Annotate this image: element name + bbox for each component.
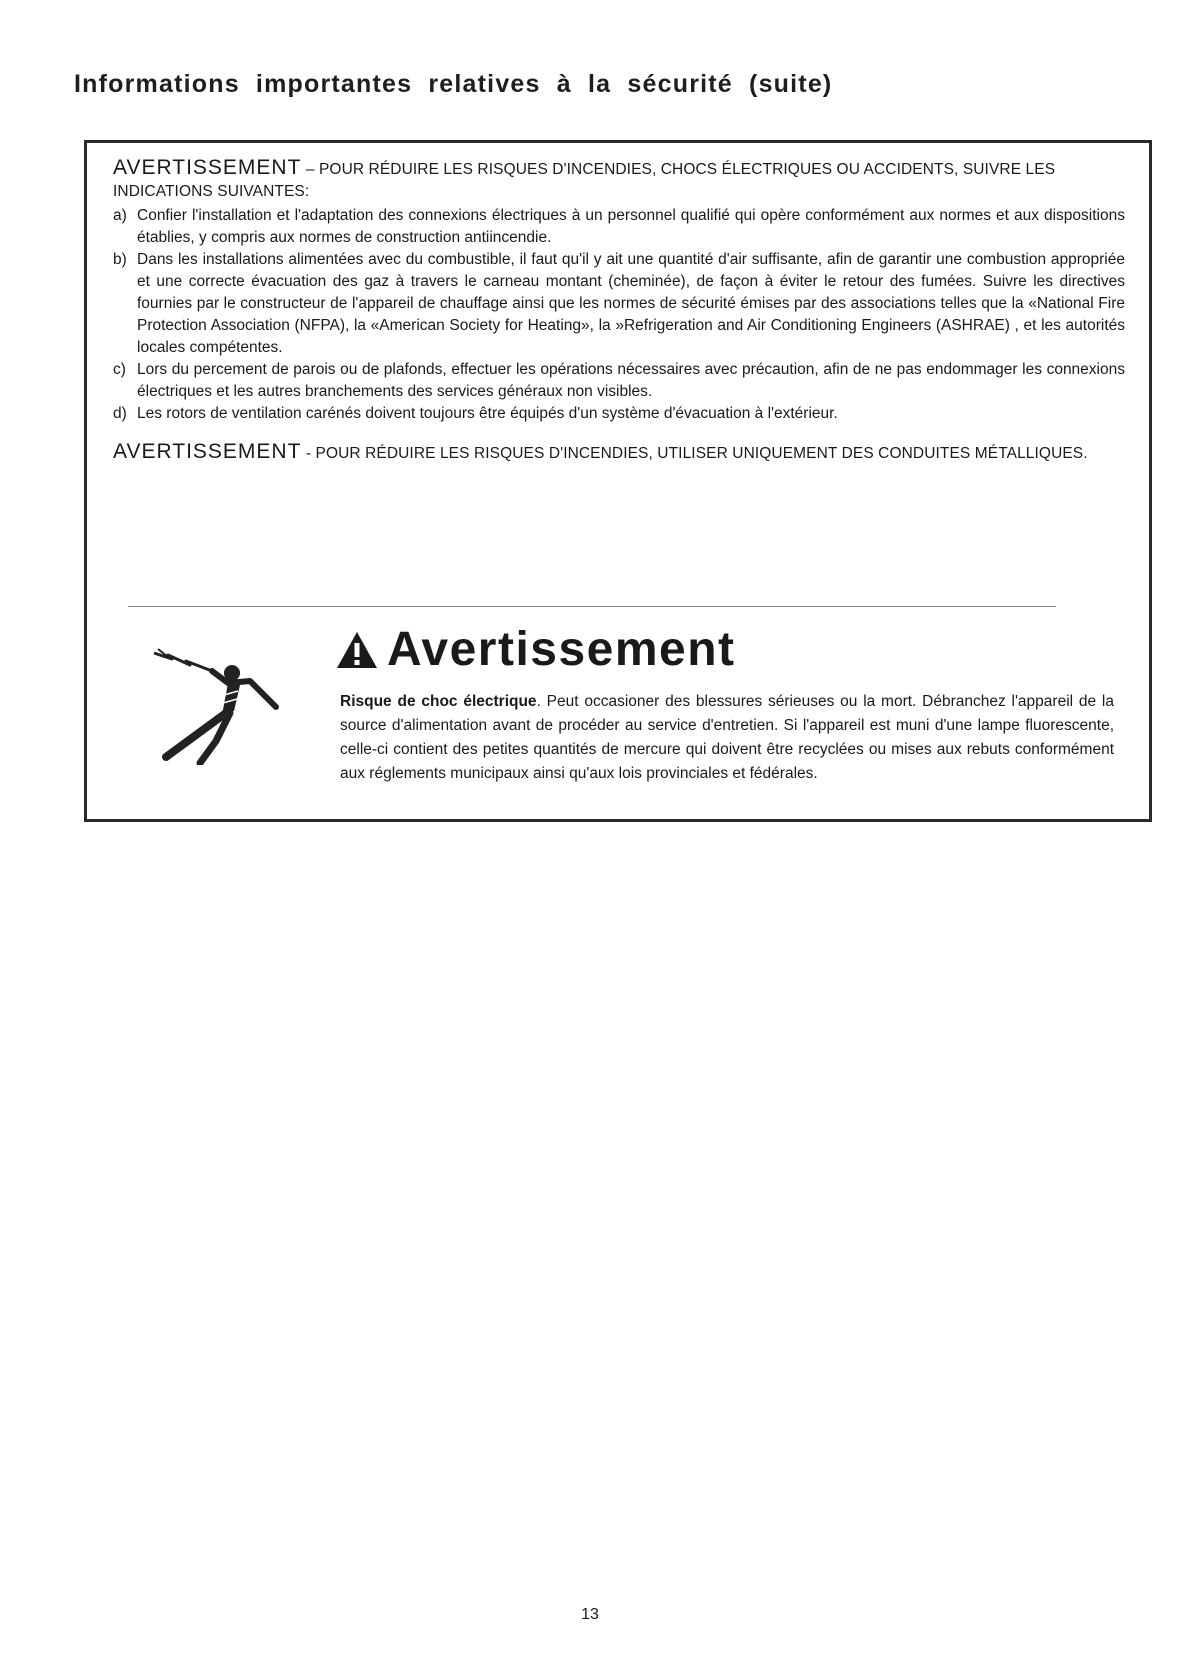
list-item: b) Dans les installations alimentées avec du combustible, il faut qu'il y ait une quantité d'air suffisante, afin de garantir une combustion appropriée et une correcte évacuation des gaz à travers le carneau montant (cheminée), de façon à éviter le retour des fumées. Suivre les directives fournies par le constructeur de l'appareil de chauffage ainsi que les normes de sécurité émises par des associations telles que la «National Fire Protection Association (NFPA), la «American Society for Heating», la »Refrigeration and Air Conditioning Engineers (ASHRAE) , et les autorités locales compétentes. — [113, 251, 1125, 356]
list-item: c) Lors du percement de parois ou de plafonds, effectuer les opérations nécessaires avec précaution, afin de ne pas endommager les connexions électriques et les autres branchements des services généraux non visibles. — [113, 361, 1125, 400]
warning-1-keyword: AVERTISSEMENT — [113, 156, 302, 179]
list-item: d) Les rotors de ventilation carénés doivent toujours être équipés d'un système d'évacuation à l'extérieur. — [113, 405, 838, 422]
page-number: 13 — [581, 1606, 599, 1623]
warning-1-heading — [113, 157, 1125, 203]
shock-warning-lead: Risque de choc électrique — [340, 693, 537, 710]
warning-triangle-icon — [335, 630, 379, 670]
divider — [128, 606, 1056, 607]
shock-warning-body — [340, 690, 1114, 786]
shock-warning-text: . Peut occasioner des blessures sérieuses ou la mort. Débranchez l'appareil de la source d'alimentation avant de procéder au service d'entretien. Si l'appareil est muni d'une lampe fluorescente, celle-ci contient des petites quantités de mercure qui doivent être recyclées ou mises aux rebuts conformément aux réglements municipaux ainsi qu'aux lois provinciales et fédérales. — [340, 693, 1114, 782]
warning-2-keyword: AVERTISSEMENT — [113, 440, 302, 463]
warning-1-heading-text: – POUR RÉDUIRE LES RISQUES D'INCENDIES, CHOCS ÉLECTRIQUES OU ACCIDENTS, SUIVRE LES INDICATIONS SUIVANTES: — [113, 161, 1056, 200]
warning-1-list — [113, 205, 1125, 425]
page-title: Informations importantes relatives à la sécurité (suite) — [74, 70, 833, 98]
shock-warning-heading — [335, 622, 736, 677]
warning-2-heading-text: - POUR RÉDUIRE LES RISQUES D'INCENDIES, UTILISER UNIQUEMENT DES CONDUITES MÉTALLIQUES. — [301, 445, 1088, 462]
list-item: a) Confier l'installation et l'adaptation des connexions électriques à un personnel qualifié qui opère conformément aux normes et aux dispositions établies, y compris aux normes de construction antiincendie. — [113, 207, 1125, 246]
warning-2-heading — [113, 441, 1125, 465]
electric-shock-icon — [146, 645, 296, 765]
shock-warning-title: Avertissement — [387, 623, 736, 676]
